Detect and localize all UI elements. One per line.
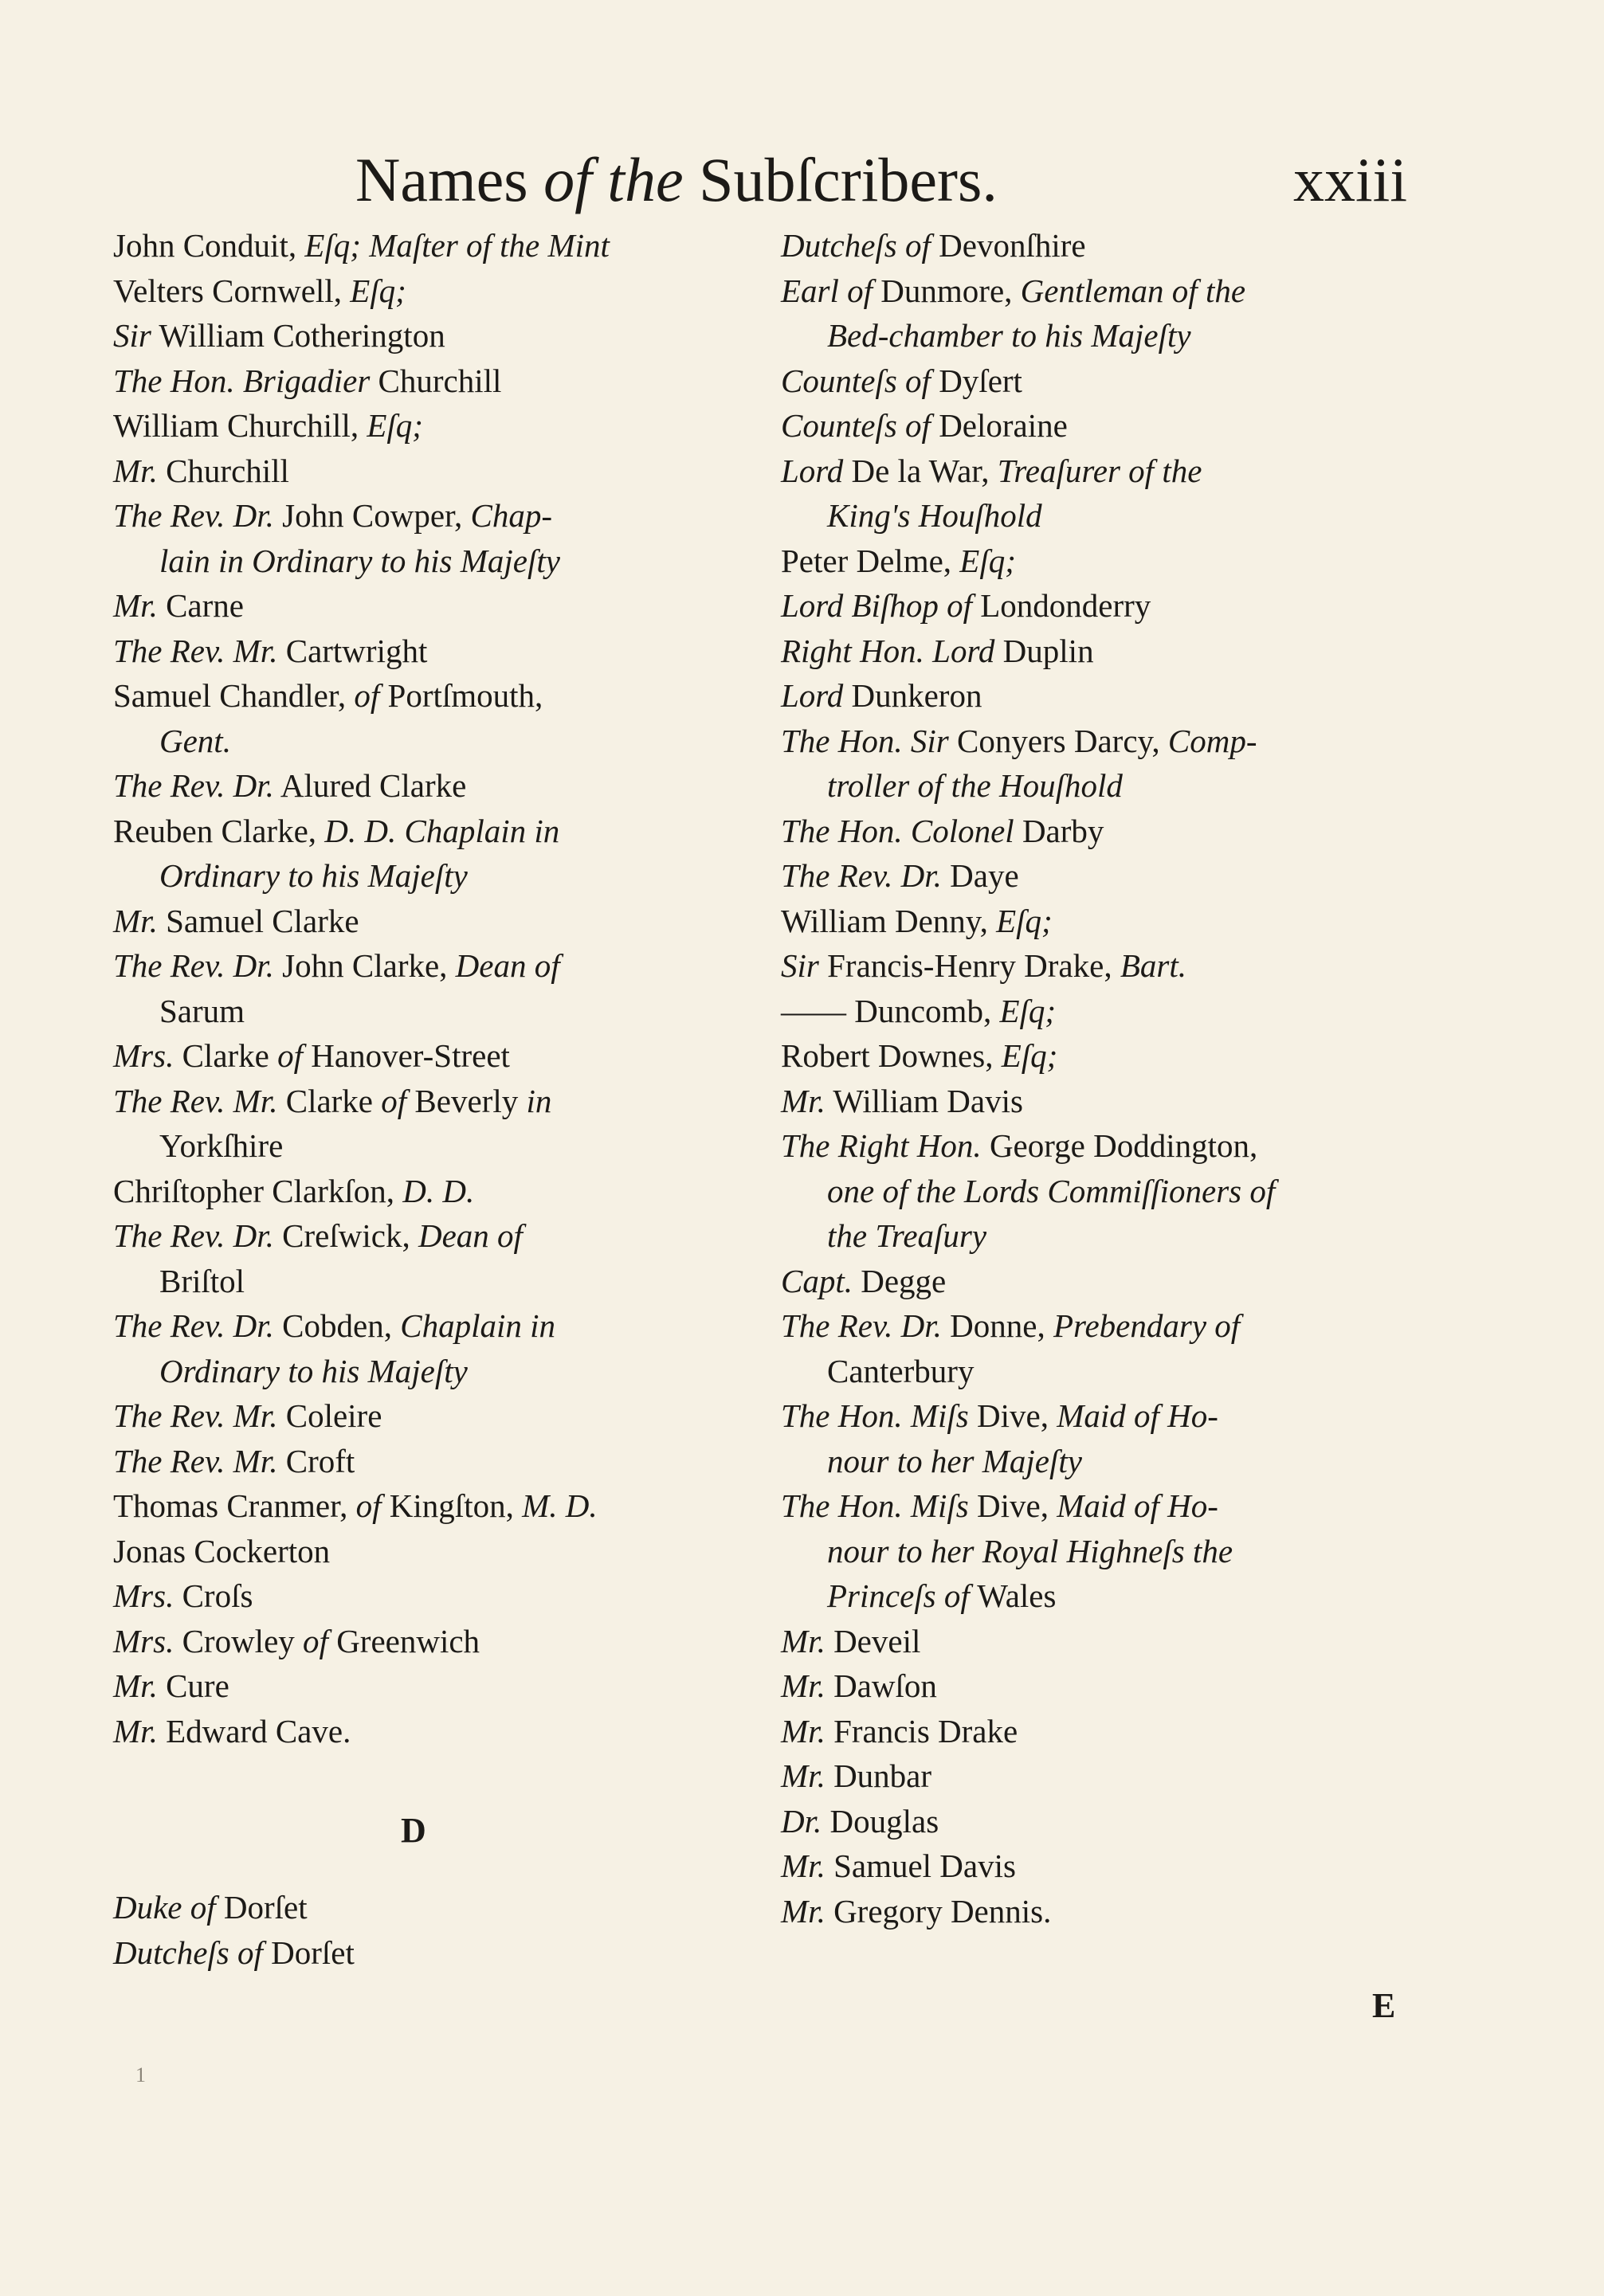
entry-text: Thomas Cranmer, (113, 1487, 356, 1524)
entry-text: Alured Clarke (273, 767, 467, 804)
entry-text-italic: Lord (781, 677, 844, 714)
subscriber-entry (113, 809, 735, 854)
entry-text: Degge (853, 1262, 947, 1299)
entry-text: Canterbury (827, 1352, 975, 1389)
entry-text-italic: The Right Hon. (781, 1127, 982, 1164)
entry-continuation-line (781, 1169, 1418, 1214)
subscriber-entry (113, 1663, 735, 1709)
entry-text-italic: Bed-chamber to his Majeſty (827, 317, 1191, 354)
entry-text-italic: nour to her Royal Highneſs the (827, 1532, 1233, 1569)
entry-text-italic: Mr. (781, 1712, 826, 1749)
subscriber-entry (113, 1303, 735, 1349)
subscriber-entry (113, 1930, 735, 1976)
entry-text: Dawſon (825, 1667, 937, 1704)
entry-text-italic: Mr. (113, 452, 158, 489)
entry-text-italic: D. D. Chaplain in (324, 812, 560, 849)
subscriber-entry (781, 673, 1418, 719)
subscriber-entry (113, 223, 735, 268)
entry-text: Velters Cornwell, (113, 272, 351, 309)
subscriber-entry (781, 1753, 1418, 1799)
entry-text-italic: Mr. (781, 1847, 826, 1884)
entry-text-italic: The Rev. Mr. (113, 632, 278, 669)
entry-text-italic: The Hon. Sir (781, 722, 949, 759)
subscriber-entry (781, 268, 1418, 314)
entry-text: Dyſert (930, 362, 1022, 399)
left-column-d-entries (113, 1885, 735, 1975)
subscriber-entry (781, 449, 1418, 494)
entry-text-italic: Sir (781, 947, 819, 984)
entry-text-italic: The Rev. Dr. (781, 1307, 942, 1344)
subscriber-entry (113, 359, 735, 404)
subscriber-entry (113, 899, 735, 944)
subscriber-entry (781, 1393, 1418, 1439)
signature-mark: 1 (135, 2063, 146, 2086)
subscriber-entry (113, 449, 735, 494)
entry-text: De la War, (843, 452, 998, 489)
subscriber-entry (113, 1573, 735, 1619)
entry-text-italic: Maid of Ho- (1057, 1487, 1218, 1524)
entry-text: Cure (157, 1667, 229, 1704)
subscriber-entry (113, 629, 735, 674)
entry-text: William Churchill, (113, 407, 367, 444)
entry-text: Douglas (822, 1802, 939, 1840)
entry-text: Dive, (968, 1487, 1057, 1524)
entry-text: Deveil (825, 1622, 921, 1659)
entry-continuation-line (781, 313, 1418, 359)
subscriber-entry (781, 1483, 1418, 1529)
entry-text: Yorkſhire (159, 1127, 284, 1164)
subscriber-entry (781, 539, 1418, 584)
subscriber-entry (781, 853, 1418, 899)
right-column (781, 223, 1418, 1934)
entry-text: Gregory Dennis. (825, 1892, 1052, 1930)
entry-text-italic: Lord (781, 452, 844, 489)
section-letter-d: D (401, 1811, 426, 1850)
entry-text: Hanover-Street (303, 1037, 510, 1074)
entry-text: Briſtol (159, 1262, 245, 1299)
subscriber-entry (113, 1483, 735, 1529)
subscriber-entry (781, 1709, 1418, 1754)
entry-text-italic: The Rev. Dr. (781, 857, 942, 894)
entry-text: Sarum (159, 992, 245, 1029)
subscriber-entry (113, 313, 735, 359)
entry-text: Wales (969, 1577, 1057, 1614)
entry-text: Robert Downes, (781, 1037, 1002, 1074)
entry-text: John Clarke, (273, 947, 456, 984)
subscriber-entry (113, 1529, 735, 1574)
entry-text-italic: the Treaſury (827, 1217, 987, 1254)
entry-text-italic: Right Hon. Lord (781, 632, 995, 669)
subscriber-entry (781, 899, 1418, 944)
subscriber-entry (113, 1033, 735, 1079)
entry-text-italic: Eſq; (304, 227, 361, 264)
entry-continuation-line (113, 719, 735, 764)
entry-text-italic: The Hon. Miſs (781, 1487, 969, 1524)
entry-text-italic: Dutcheſs of (113, 1934, 263, 1971)
entry-text-italic: M. D. (522, 1487, 598, 1524)
entry-text-italic: Earl of (781, 272, 873, 309)
entry-text: Portſmouth, (379, 677, 543, 714)
subscriber-entry (113, 268, 735, 314)
entry-text-italic: The Rev. Dr. (113, 497, 274, 534)
entry-text-italic: Mrs. (113, 1577, 175, 1614)
subscriber-entry (781, 583, 1418, 629)
entry-text-italic: in (526, 1082, 552, 1119)
entry-text: Croſs (174, 1577, 253, 1614)
entry-text-italic: Eſq; (350, 272, 406, 309)
entry-continuation-line (113, 1349, 735, 1394)
entry-text-italic: Chaplain in (400, 1307, 555, 1344)
subscriber-entry (781, 719, 1418, 764)
entry-text-italic: lain in Ordinary to his Majeſty (159, 542, 560, 579)
entry-text-italic: of (303, 1622, 328, 1659)
subscriber-entry (781, 989, 1418, 1034)
entry-continuation-line (781, 1439, 1418, 1484)
entry-text-italic: The Rev. Dr. (113, 1217, 274, 1254)
entry-text-italic: The Rev. Dr. (113, 947, 274, 984)
entry-text-italic: Dean of (455, 947, 560, 984)
entry-continuation-line (781, 493, 1418, 539)
entry-text-italic: Mr. (781, 1757, 826, 1794)
entry-text-italic: of (277, 1037, 304, 1074)
entry-text-italic: Gent. (159, 722, 231, 759)
entry-continuation-line (781, 1529, 1418, 1574)
subscriber-entry (781, 809, 1418, 854)
subscriber-entry (781, 629, 1418, 674)
subscriber-entry (781, 223, 1418, 268)
entry-text: Clarke (174, 1037, 278, 1074)
entry-text: Creſwick, (273, 1217, 418, 1254)
entry-text: Beverly (406, 1082, 527, 1119)
entry-text-italic: Mr. (113, 902, 158, 939)
entry-text-italic: Chap- (470, 497, 553, 534)
entry-text: Carne (157, 587, 244, 624)
entry-text: Croft (277, 1442, 355, 1479)
entry-text-italic: Sir (113, 317, 151, 354)
subscriber-entry (781, 359, 1418, 404)
entry-text-italic: Counteſs of (781, 362, 931, 399)
entry-text-italic: Eſq; (1001, 1037, 1058, 1074)
entry-text-italic: Mr. (781, 1082, 826, 1119)
entry-text-italic: Mr. (781, 1892, 826, 1930)
entry-text-italic: D. D. (402, 1172, 475, 1209)
entry-text-italic: Duke of (113, 1889, 216, 1926)
entry-text: John Conduit, (113, 227, 305, 264)
entry-continuation-line (113, 989, 735, 1034)
page-number: xxiii (1292, 145, 1407, 214)
entry-continuation-line (113, 1259, 735, 1304)
entry-text-italic: of (355, 1487, 382, 1524)
entry-text-italic: The Rev. Dr. (113, 1307, 274, 1344)
entry-text-italic: Counteſs of (781, 407, 931, 444)
entry-text-italic: The Rev. Dr. (113, 767, 274, 804)
entry-text-italic: Eſq; (959, 542, 1016, 579)
entry-text: Duplin (994, 632, 1094, 669)
entry-text-italic: Mr. (113, 587, 158, 624)
entry-text-italic: The Hon. Miſs (781, 1397, 969, 1434)
subscriber-entry (781, 1033, 1418, 1079)
entry-text-italic: Dutcheſs of (781, 227, 931, 264)
subscriber-entry (781, 943, 1418, 989)
entry-text: Samuel Chandler, (113, 677, 355, 714)
entry-text-italic: Maid of Ho- (1057, 1397, 1218, 1434)
entry-text-italic: The Hon. Colonel (781, 812, 1014, 849)
entry-continuation-line (781, 1349, 1418, 1394)
entry-text: Daye (941, 857, 1019, 894)
entry-text-italic: Mr. (781, 1667, 826, 1704)
entry-text: Clarke (277, 1082, 382, 1119)
entry-text-italic: Princeſs of (827, 1577, 970, 1614)
subscriber-entry (113, 1169, 735, 1214)
catchword: E (1372, 1986, 1396, 2025)
entry-text: Dunmore, (873, 272, 1021, 309)
entry-text: Devonſhire (930, 227, 1086, 264)
header-title-names: Names (355, 145, 528, 214)
entry-continuation-line (113, 539, 735, 584)
entry-text: —— Duncomb, (781, 992, 1000, 1029)
entry-text-italic: Eſq; (999, 992, 1057, 1029)
entry-text-italic: Eſq; (996, 902, 1053, 939)
subscriber-entry (113, 1213, 735, 1259)
entry-text: Dunkeron (843, 677, 982, 714)
entry-text: Crowley (174, 1622, 304, 1659)
entry-text: Dorſet (215, 1889, 308, 1926)
entry-text: Greenwich (327, 1622, 480, 1659)
subscriber-entry (113, 943, 735, 989)
subscriber-entry (781, 1123, 1418, 1169)
entry-text-italic: The Hon. Brigadier (113, 362, 371, 399)
entry-text-italic: The Rev. Mr. (113, 1397, 278, 1434)
entry-text: William Davis (825, 1082, 1023, 1119)
entry-text-italic: Capt. (781, 1262, 853, 1299)
entry-text: Samuel Davis (825, 1847, 1016, 1884)
entry-text-italic: Ordinary to his Majeſty (159, 1352, 468, 1389)
subscriber-entry (781, 1889, 1418, 1934)
entry-text-italic: Mr. (113, 1667, 158, 1704)
entry-text-italic: of (354, 677, 380, 714)
header-title-subscribers: Subſcribers. (699, 145, 998, 214)
subscriber-entry (113, 1709, 735, 1754)
subscriber-entry (781, 1799, 1418, 1844)
subscriber-entry (781, 1663, 1418, 1709)
entry-text-italic: troller of the Houſhold (827, 767, 1123, 804)
entry-text: Darby (1014, 812, 1104, 849)
entry-text: Coleire (277, 1397, 382, 1434)
entry-text-italic: Ordinary to his Majeſty (159, 857, 468, 894)
entry-text-italic: Lord Biſhop of (781, 587, 972, 624)
entry-text-italic: Mr. (113, 1712, 158, 1749)
entry-text-italic: King's Houſhold (827, 497, 1042, 534)
entry-text-italic: Maſter of the Mint (360, 227, 610, 264)
entry-text: Londonderry (971, 587, 1151, 624)
entry-text: Dive, (968, 1397, 1057, 1434)
subscriber-entry (113, 583, 735, 629)
entry-text-italic: Prebendary of (1053, 1307, 1241, 1344)
left-column (113, 223, 735, 1753)
entry-text: Conyers Darcy, (948, 722, 1168, 759)
subscriber-entry (113, 1393, 735, 1439)
entry-text-italic: The Rev. Mr. (113, 1442, 278, 1479)
entry-text-italic: Gentleman of the (1020, 272, 1246, 309)
subscriber-entry (113, 673, 735, 719)
subscriber-entry (113, 1079, 735, 1124)
subscriber-entry (113, 1885, 735, 1930)
subscriber-entry (781, 1303, 1418, 1349)
entry-text: Peter Delme, (781, 542, 960, 579)
entry-text: Churchill (370, 362, 502, 399)
entry-text: Dunbar (825, 1757, 932, 1794)
entry-text-italic: Mr. (781, 1622, 826, 1659)
entry-text-italic: Dean of (418, 1217, 523, 1254)
entry-continuation-line (113, 1123, 735, 1169)
entry-text-italic: The Rev. Mr. (113, 1082, 278, 1119)
entry-text: Donne, (941, 1307, 1053, 1344)
entry-text: Cobden, (273, 1307, 401, 1344)
entry-continuation-line (113, 853, 735, 899)
entry-text: Kingſton, (381, 1487, 523, 1524)
entry-text: Edward Cave. (157, 1712, 351, 1749)
subscriber-entry (113, 493, 735, 539)
entry-text-italic: Treaſurer of the (997, 452, 1202, 489)
header-title-of-the: of the (543, 145, 684, 214)
entry-text-italic: Mrs. (113, 1622, 175, 1659)
entry-text-italic: Comp- (1167, 722, 1257, 759)
entry-text: Chriſtopher Clarkſon, (113, 1172, 403, 1209)
entry-text: Cartwright (277, 632, 428, 669)
subscriber-entry (113, 1619, 735, 1664)
entry-text: William Cotherington (151, 317, 445, 354)
subscriber-entry (781, 1619, 1418, 1664)
subscriber-entry (781, 1843, 1418, 1889)
entry-continuation-line (781, 1573, 1418, 1619)
subscriber-entry (781, 403, 1418, 449)
entry-text: Reuben Clarke, (113, 812, 325, 849)
running-header (355, 140, 1407, 220)
entry-text-italic: Mrs. (113, 1037, 175, 1074)
entry-continuation-line (781, 763, 1418, 809)
subscriber-entry (781, 1259, 1418, 1304)
subscriber-entry (113, 403, 735, 449)
entry-text-italic: nour to her Majeſty (827, 1442, 1082, 1479)
entry-text: Dorſet (262, 1934, 355, 1971)
entry-text-italic: one of the Lords Commiſſioners of (827, 1172, 1276, 1209)
entry-text: John Cowper, (273, 497, 471, 534)
subscriber-entry (113, 763, 735, 809)
entry-text-italic: Dr. (781, 1802, 822, 1840)
entry-text: Jonas Cockerton (113, 1532, 331, 1569)
subscriber-entry (781, 1079, 1418, 1124)
entry-text: Churchill (157, 452, 289, 489)
entry-text: Deloraine (930, 407, 1068, 444)
entry-continuation-line (781, 1213, 1418, 1259)
entry-text-italic: Eſq; (367, 407, 423, 444)
subscriber-entry (113, 1439, 735, 1484)
entry-text: Francis Drake (825, 1712, 1018, 1749)
entry-text: William Denny, (781, 902, 997, 939)
entry-text-italic: Bart. (1120, 947, 1186, 984)
entry-text: Samuel Clarke (157, 902, 359, 939)
entry-text: Francis-Henry Drake, (818, 947, 1120, 984)
entry-text-italic: of (381, 1082, 407, 1119)
entry-text: George Doddington, (981, 1127, 1258, 1164)
